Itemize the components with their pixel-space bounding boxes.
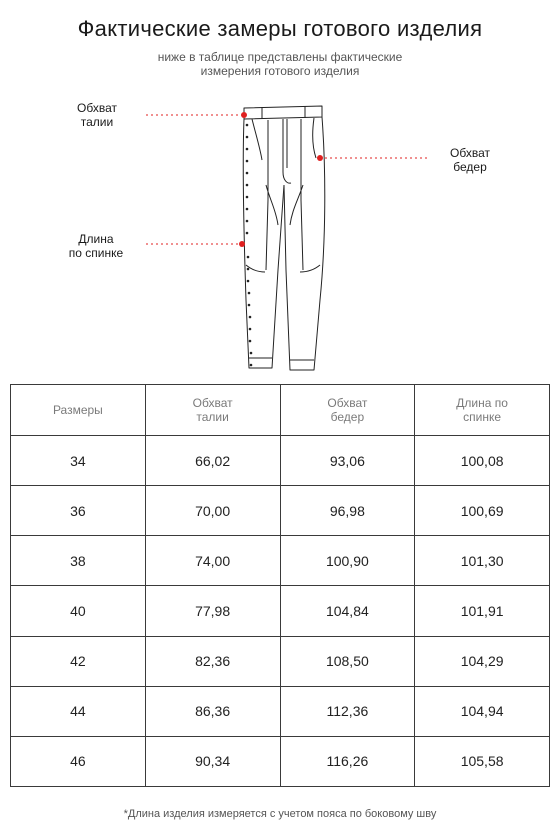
cell-hips: 100,90 xyxy=(280,536,415,586)
cell-size: 36 xyxy=(11,486,146,536)
footnote: *Длина изделия измеряется с учетом пояса по боковому шву xyxy=(123,808,437,820)
cell-size: 40 xyxy=(11,586,146,636)
cell-waist: 90,34 xyxy=(145,736,280,786)
hips-label-line-2: бедер xyxy=(453,160,487,174)
size-table xyxy=(10,384,550,787)
cell-length: 101,91 xyxy=(415,586,550,636)
cell-length: 104,94 xyxy=(415,686,550,736)
cell-hips: 108,50 xyxy=(280,636,415,686)
waist-label-line-2: талии xyxy=(80,115,114,129)
waist-label-line-1: Обхват xyxy=(77,101,117,115)
cell-size: 46 xyxy=(11,736,146,786)
left-pocket xyxy=(252,119,262,160)
waist-label xyxy=(62,101,132,129)
cell-hips: 112,36 xyxy=(280,686,415,736)
table-row xyxy=(11,686,550,736)
cell-length: 100,08 xyxy=(415,436,550,486)
cell-size: 42 xyxy=(11,636,146,686)
table-row xyxy=(11,736,550,786)
cell-waist: 66,02 xyxy=(145,436,280,486)
subtitle-line-2: измерения готового изделия xyxy=(200,64,360,78)
cell-waist: 86,36 xyxy=(145,686,280,736)
table-row xyxy=(11,486,550,536)
header-length: Длина по спинке xyxy=(415,385,550,436)
length-label-line-2: по спинке xyxy=(68,246,124,260)
header-hips: Обхват бедер xyxy=(280,385,415,436)
length-label xyxy=(46,232,146,260)
cell-length: 100,69 xyxy=(415,486,550,536)
cell-hips: 116,26 xyxy=(280,736,415,786)
right-leg-outline xyxy=(284,117,325,370)
waistband xyxy=(244,106,322,119)
page-title: Фактические замеры готового изделия xyxy=(77,16,483,41)
length-marker xyxy=(239,241,245,247)
side-seam-dots xyxy=(246,124,253,367)
header-waist: Обхват талии xyxy=(145,385,280,436)
table-row xyxy=(11,436,550,486)
cell-waist: 70,00 xyxy=(145,486,280,536)
table-header-row xyxy=(11,385,550,436)
header-sizes: Размеры xyxy=(11,385,146,436)
table-row xyxy=(11,536,550,586)
length-label-line-1: Длина xyxy=(78,232,114,246)
right-pocket xyxy=(313,118,316,158)
left-leg-outline xyxy=(243,119,284,368)
cell-size: 38 xyxy=(11,536,146,586)
cell-size: 44 xyxy=(11,686,146,736)
cell-hips: 93,06 xyxy=(280,436,415,486)
cell-hips: 96,98 xyxy=(280,486,415,536)
table-row xyxy=(11,636,550,686)
table-row xyxy=(11,586,550,636)
cell-hips: 104,84 xyxy=(280,586,415,636)
cell-waist: 77,98 xyxy=(145,586,280,636)
subtitle-line-1: ниже в таблице представлены фактические xyxy=(157,50,403,64)
waist-marker xyxy=(241,112,247,118)
cell-size: 34 xyxy=(11,436,146,486)
hips-label xyxy=(430,146,510,174)
cell-length: 105,58 xyxy=(415,736,550,786)
cell-length: 101,30 xyxy=(415,536,550,586)
hips-marker xyxy=(317,155,323,161)
hips-label-line-1: Обхват xyxy=(450,146,490,160)
cell-length: 104,29 xyxy=(415,636,550,686)
page-subtitle xyxy=(0,50,560,78)
cell-waist: 74,00 xyxy=(145,536,280,586)
cell-waist: 82,36 xyxy=(145,636,280,686)
fly xyxy=(283,119,291,183)
